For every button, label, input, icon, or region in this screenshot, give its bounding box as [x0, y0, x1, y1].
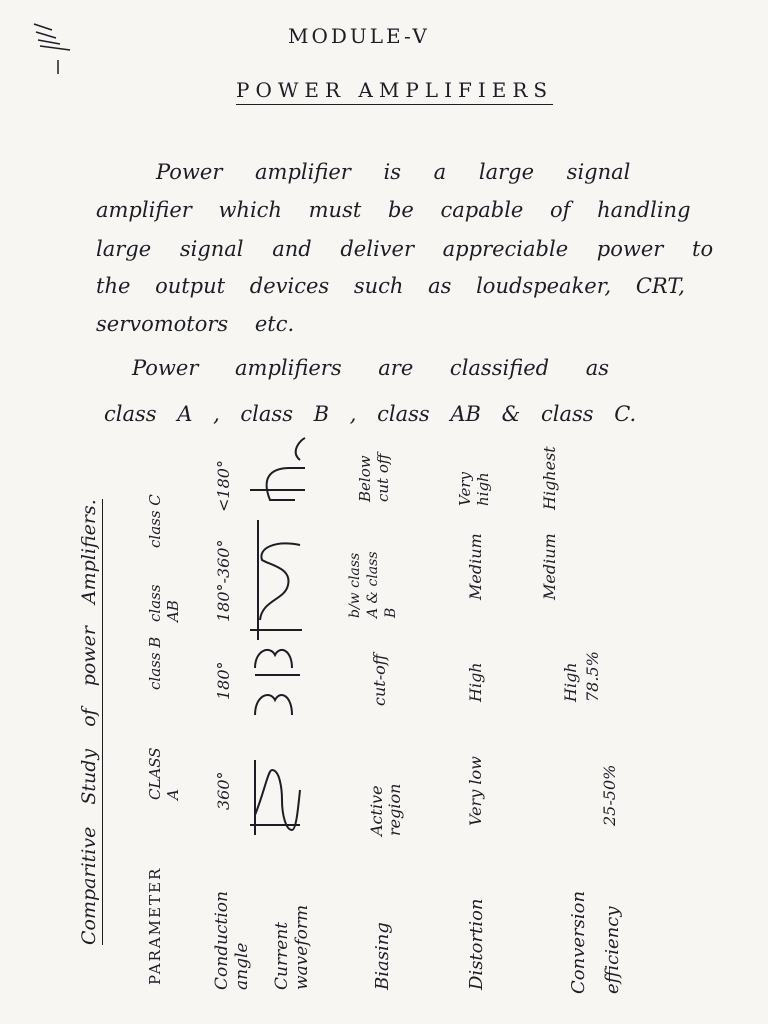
table-caption: Comparitive Study of power Amplifiers. — [78, 499, 103, 945]
header-parameter: PARAMETER — [146, 866, 164, 985]
row-label-conduction-angle: Conduction angle — [212, 891, 252, 990]
header-class-a: CLASS A — [146, 747, 182, 800]
header-class-c: class C — [146, 494, 164, 548]
intro-line-1: Power amplifier is a large signal — [156, 160, 631, 184]
row-label-conversion-efficiency: Conversion efficiency — [568, 890, 623, 994]
waveform-class-ab — [250, 520, 302, 640]
row-label-distortion: Distortion — [466, 898, 487, 990]
cell-biasing-class-a: Active region — [367, 783, 404, 836]
cell-efficiency-class-ab: Medium — [540, 533, 559, 600]
cell-conduction-class-c: <180° — [214, 460, 233, 512]
cell-biasing-class-b: cut-off — [370, 653, 389, 706]
header-class-ab: class AB — [146, 584, 182, 622]
row-label-current-waveform: Current waveform — [272, 904, 312, 990]
cell-distortion-class-b: High — [466, 662, 485, 702]
classified-line-1: Power amplifiers are classified as — [132, 356, 610, 380]
cell-efficiency-class-c: Highest — [540, 446, 559, 510]
row-label-biasing: Biasing — [372, 922, 393, 990]
intro-line-5: servomotors etc. — [96, 312, 295, 336]
header-class-b: class B — [146, 636, 164, 690]
waveform-class-a — [250, 760, 300, 835]
intro-line-2: amplifier which must be capable of handling — [96, 198, 691, 222]
cell-distortion-class-a: Very low — [466, 756, 485, 826]
cell-conduction-class-b: 180° — [214, 661, 233, 700]
waveform-class-c — [250, 438, 305, 500]
cell-biasing-class-c: Below cut off — [356, 453, 392, 502]
waveform-class-b — [255, 650, 300, 715]
cell-conduction-class-ab: 180°-360° — [214, 539, 233, 622]
cell-efficiency-class-a: 25-50% — [600, 764, 619, 826]
classified-line-2: class A , class B , class AB & class C. — [104, 402, 637, 426]
page-title: POWER AMPLIFIERS — [236, 78, 553, 105]
cell-distortion-class-c: Very high — [456, 472, 492, 506]
cell-efficiency-class-b: High 78.5% — [561, 651, 602, 702]
intro-line-4: the output devices such as loudspeaker, CRT, — [96, 274, 685, 298]
cell-distortion-class-ab: Medium — [466, 533, 485, 600]
cell-conduction-class-a: 360° — [214, 771, 233, 810]
module-heading: MODULE-V — [288, 24, 430, 48]
cell-biasing-class-ab: b/w class A & class B — [347, 551, 399, 618]
intro-line-3: large signal and deliver appreciable power to — [96, 237, 714, 261]
